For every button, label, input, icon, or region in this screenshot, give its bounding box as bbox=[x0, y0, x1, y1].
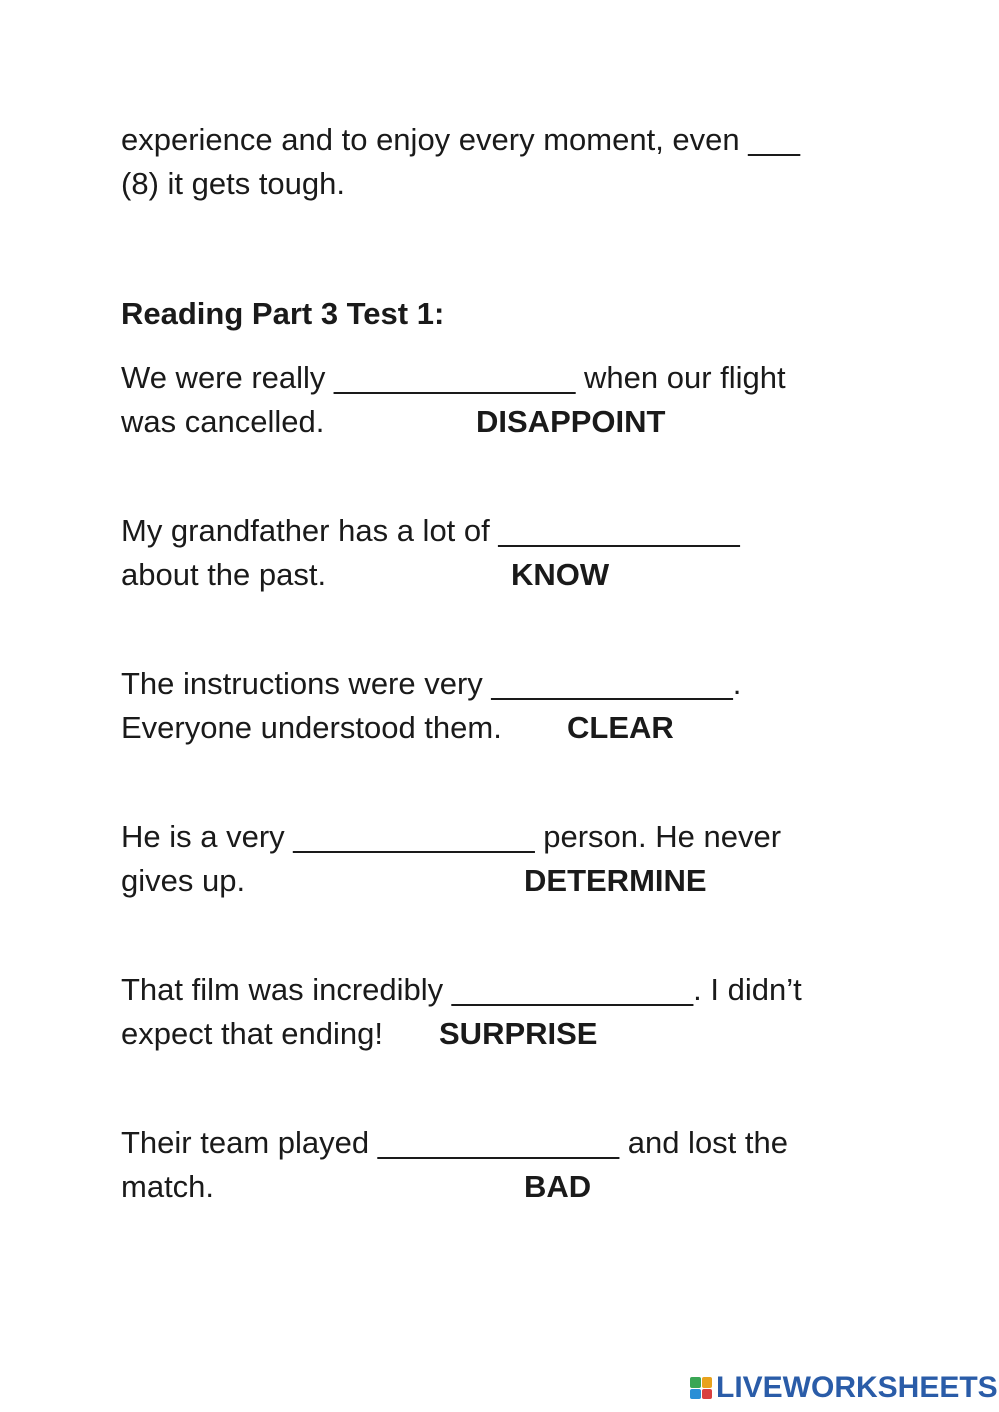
logo-text: LIVEWORKSHEETS bbox=[716, 1371, 998, 1404]
item-1-keyword: DISAPPOINT bbox=[476, 404, 666, 439]
logo-square-3 bbox=[690, 1389, 701, 1400]
logo-square-2 bbox=[702, 1377, 713, 1388]
item-2-line-2: about the past. bbox=[121, 557, 327, 592]
item-4-keyword: DETERMINE bbox=[524, 863, 707, 898]
item-2-line-1: My grandfather has a lot of ______________ bbox=[121, 513, 740, 548]
logo-square-4 bbox=[702, 1389, 713, 1400]
item-4-line-1: He is a very ______________ person. He never bbox=[121, 819, 782, 854]
item-6-line-1: Their team played ______________ and lost the bbox=[121, 1125, 788, 1160]
item-6-line-2: match. bbox=[121, 1169, 215, 1204]
item-3-keyword: CLEAR bbox=[567, 710, 674, 745]
intro-line-2: (8) it gets tough. bbox=[121, 166, 346, 201]
item-5-keyword: SURPRISE bbox=[439, 1016, 598, 1051]
item-4-line-2: gives up. bbox=[121, 863, 246, 898]
item-2-keyword: KNOW bbox=[511, 557, 610, 592]
item-1-line-2: was cancelled. bbox=[121, 404, 325, 439]
logo-square-1 bbox=[690, 1377, 701, 1388]
item-6-keyword: BAD bbox=[524, 1169, 592, 1204]
item-5-line-1: That film was incredibly ______________. I didn’t bbox=[121, 972, 802, 1007]
item-3-line-2: Everyone understood them. bbox=[121, 710, 502, 745]
logo-mark-icon bbox=[690, 1377, 712, 1399]
item-1-line-1: We were really ______________ when our flight bbox=[121, 360, 786, 395]
section-heading: Reading Part 3 Test 1: bbox=[121, 296, 445, 331]
liveworksheets-logo bbox=[690, 1368, 998, 1408]
item-3-line-1: The instructions were very ______________. bbox=[121, 666, 742, 701]
intro-line-1: experience and to enjoy every moment, even ___ bbox=[121, 122, 800, 157]
item-5-line-2: expect that ending! bbox=[121, 1016, 383, 1051]
